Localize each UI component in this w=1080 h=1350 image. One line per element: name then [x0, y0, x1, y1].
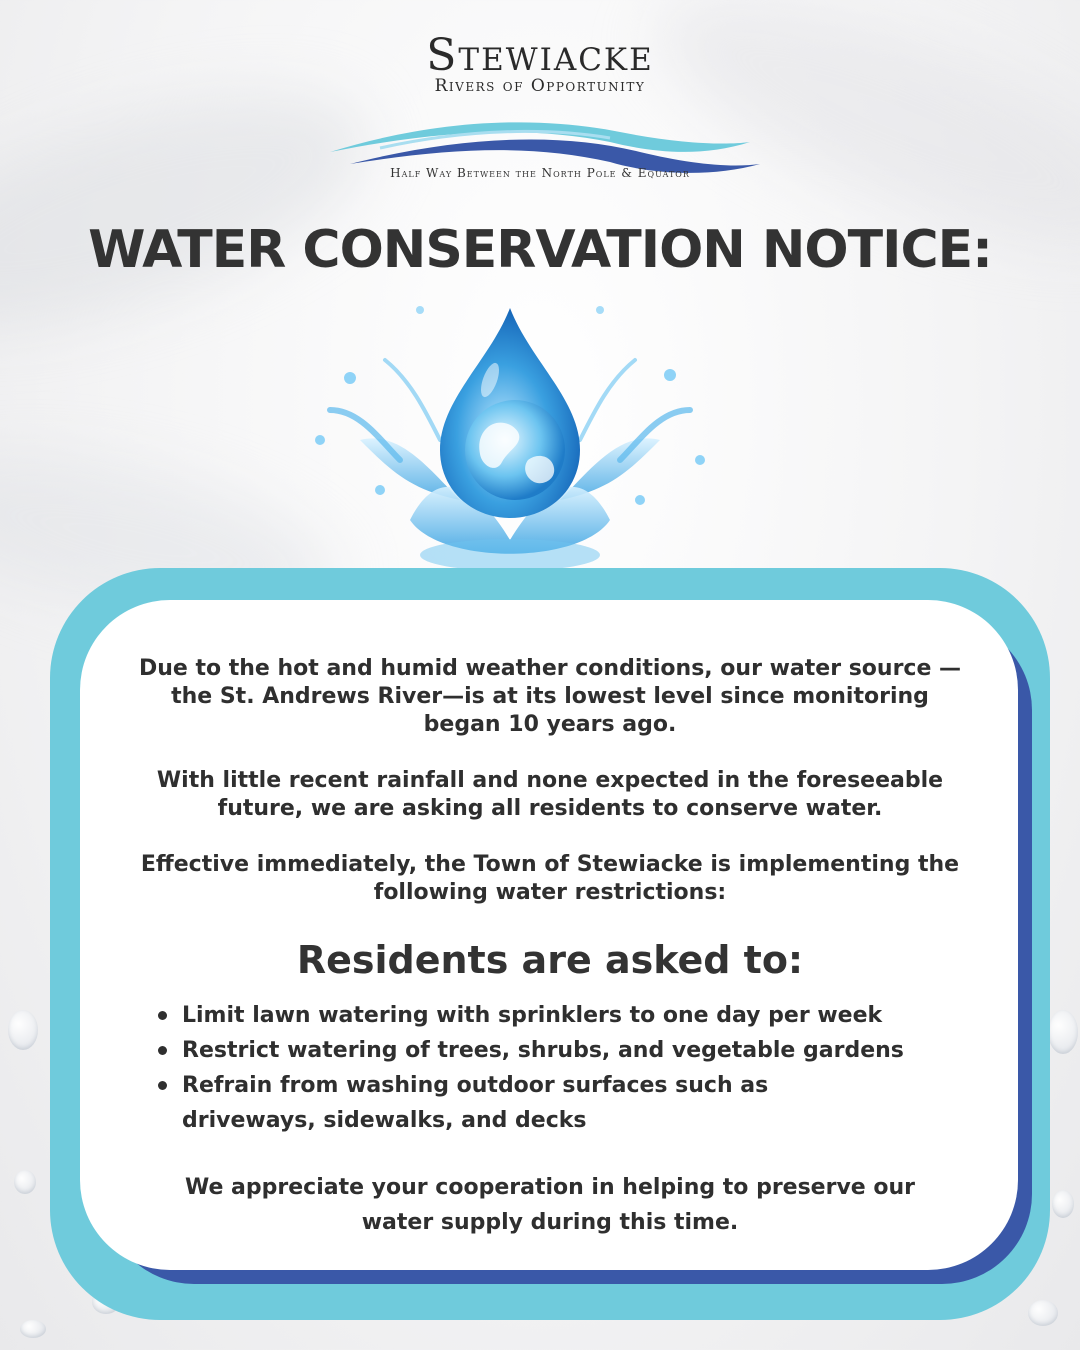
logo-motto-text: Half Way Between the North Pole & Equator: [390, 166, 690, 180]
bullet-icon: [158, 1011, 167, 1020]
droplet: [1028, 1300, 1058, 1326]
logo-town-name: [300, 30, 780, 81]
notice-paragraph-restrictions: Effective immediately, the Town of Stewiacke is implementing the following water restrictions:: [140, 852, 960, 905]
bullet-icon: [158, 1046, 167, 1055]
notice-paragraph-conditions: Due to the hot and humid weather conditions, our water source —the St. Andrews River—is at its lowest level since monitoring began 10 years ago.: [138, 656, 962, 737]
water-drop-globe-icon: [290, 290, 730, 580]
droplet: [1052, 1190, 1074, 1218]
droplet: [14, 1170, 36, 1194]
restriction-text: Refrain from washing outdoor surfaces such as driveways, sidewalks, and decks: [182, 1073, 769, 1133]
restriction-item: [150, 998, 970, 1033]
restriction-item: [150, 1033, 970, 1068]
restriction-text: Restrict watering of trees, shrubs, and vegetable gardens: [182, 1038, 904, 1063]
residents-heading: Residents are asked to:: [296, 938, 804, 982]
bullet-icon: [158, 1081, 167, 1090]
notice-closing: We appreciate your cooperation in helping to preserve our water supply during this time.: [184, 1175, 916, 1235]
notice-paragraph-conserve: With little recent rainfall and none expected in the foreseeable future, we are asking all residents to conserve water.: [156, 768, 944, 821]
restriction-text: Limit lawn watering with sprinklers to one day per week: [182, 1003, 883, 1028]
stewiacke-logo: [300, 28, 780, 188]
restriction-item: [150, 1068, 970, 1138]
restrictions-list: [150, 998, 970, 1138]
page-title: WATER CONSERVATION NOTICE:: [88, 220, 992, 280]
logo-tagline: [300, 78, 780, 95]
droplet: [1048, 1010, 1078, 1054]
droplet: [20, 1320, 46, 1338]
droplet: [8, 1010, 38, 1050]
logo-motto: [300, 167, 780, 179]
logo-town-name-text: Stewiacke: [426, 30, 654, 81]
logo-tagline-text: Rivers of Opportunity: [434, 76, 646, 96]
